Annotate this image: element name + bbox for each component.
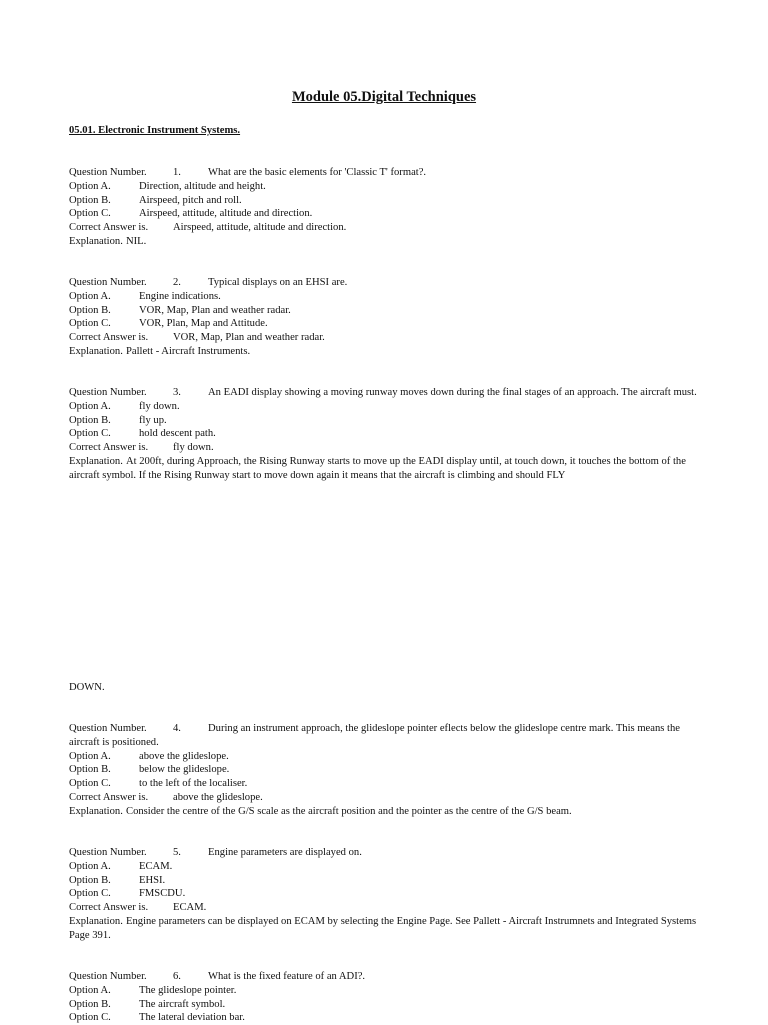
option-c-label: Option C. [69,428,111,440]
explanation-text: At 200ft, during Approach, the Rising Runway starts to move up the EADI display until, at touch down, it touches the bottom of the aircraft symbol. If the Rising Runway start to move down again it means that the aircraft is climbing and should FLY [69,455,686,481]
question-number-label: Question Number. [69,847,147,858]
option-b-label: Option B. [69,764,111,776]
option-b-label: Option B. [69,998,111,1010]
question-block-2 [69,276,699,359]
option-c-text: to the left of the localiser. [139,778,248,790]
option-a-text: fly down. [139,400,180,412]
explanation-continuation: DOWN. [69,682,105,693]
explanation-text: NIL. [126,235,147,247]
option-b-text: fly up. [139,414,167,426]
option-c-text: hold descent path. [139,428,216,440]
option-a-text: The glideslope pointer. [139,984,237,996]
option-a-label: Option A. [69,180,111,192]
option-a-label: Option A. [69,400,111,412]
option-a-label: Option A. [69,860,111,872]
question-text: What is the fixed feature of an ADI?. [208,971,366,982]
option-b-label: Option B. [69,414,111,426]
correct-answer-label: Correct Answer is. [69,332,149,344]
question-number-label: Question Number. [69,277,147,288]
explanation-text: Engine parameters can be displayed on ECAM by selecting the Engine Page. See Pallett - Aircraft Instrumnets and Integrated Systems Page 391. [69,915,697,941]
question-number: 3. [173,387,181,398]
correct-answer-text: ECAM. [173,902,207,914]
option-b-text: below the glideslope. [139,764,230,776]
correct-answer-text: VOR, Map, Plan and weather radar. [173,332,325,344]
explanation-label: Explanation. [69,345,123,357]
question-block-3 [69,386,699,483]
question-block-5 [69,846,699,943]
option-c-label: Option C. [69,778,111,790]
question-number-label: Question Number. [69,387,147,398]
explanation-label: Explanation. [69,235,123,247]
question-number-label: Question Number. [69,723,147,734]
explanation-label: Explanation. [69,805,123,817]
option-b-text: Airspeed, pitch and roll. [139,194,242,206]
option-a-label: Option A. [69,290,111,302]
question-block-6 [69,970,699,1025]
question-text: During an instrument approach, the glideslope pointer eflects below the glideslope centre mark. This means the aircraft is positioned. [69,723,680,748]
question-number: 1. [173,167,181,178]
question-text: What are the basic elements for 'Classic T' format?. [208,167,427,178]
question-block-4 [69,722,699,819]
option-c-text: VOR, Plan, Map and Attitude. [139,318,268,330]
page-title: Module 05.Digital Techniques [291,89,477,105]
question-number: 6. [173,971,181,982]
question-number-label: Question Number. [69,971,147,982]
option-c-label: Option C. [69,318,111,330]
option-b-text: VOR, Map, Plan and weather radar. [139,304,291,316]
option-b-label: Option B. [69,874,111,886]
question-block-1 [69,166,699,249]
explanation-label: Explanation. [69,915,123,927]
option-a-text: Direction, altitude and height. [139,180,266,192]
option-b-text: EHSI. [139,874,166,886]
option-c-label: Option C. [69,1012,111,1024]
question-number: 2. [173,277,181,288]
explanation-label: Explanation. [69,455,123,467]
correct-answer-label: Correct Answer is. [69,791,149,803]
option-c-label: Option C. [69,888,111,900]
correct-answer-text: Airspeed, attitude, altitude and direction. [173,222,347,234]
question-text: Typical displays on an EHSI are. [208,277,348,288]
option-c-text: FMSCDU. [139,888,186,900]
option-a-text: ECAM. [139,860,173,872]
section-heading: 05.01. Electronic Instrument Systems. [69,125,241,136]
option-b-label: Option B. [69,304,111,316]
option-b-label: Option B. [69,194,111,206]
option-c-text: The lateral deviation bar. [139,1012,245,1024]
question-text: Engine parameters are displayed on. [208,847,362,858]
explanation-text: Pallett - Aircraft Instruments. [126,345,251,357]
correct-answer-text: above the glideslope. [173,791,263,803]
option-b-text: The aircraft symbol. [139,998,226,1010]
option-a-text: Engine indications. [139,290,221,302]
question-number: 4. [173,723,181,734]
option-a-label: Option A. [69,750,111,762]
question-text: An EADI display showing a moving runway moves down during the final stages of an approach. The aircraft must. [208,387,697,398]
correct-answer-text: fly down. [173,442,214,454]
question-number-label: Question Number. [69,167,147,178]
question-number: 5. [173,847,181,858]
correct-answer-label: Correct Answer is. [69,222,149,234]
option-a-label: Option A. [69,984,111,996]
correct-answer-label: Correct Answer is. [69,442,149,454]
option-a-text: above the glideslope. [139,750,229,762]
correct-answer-label: Correct Answer is. [69,902,149,914]
option-c-text: Airspeed, attitude, altitude and direction. [139,208,313,220]
option-c-label: Option C. [69,208,111,220]
explanation-text: Consider the centre of the G/S scale as the aircraft position and the pointer as the centre of the G/S beam. [126,805,572,817]
